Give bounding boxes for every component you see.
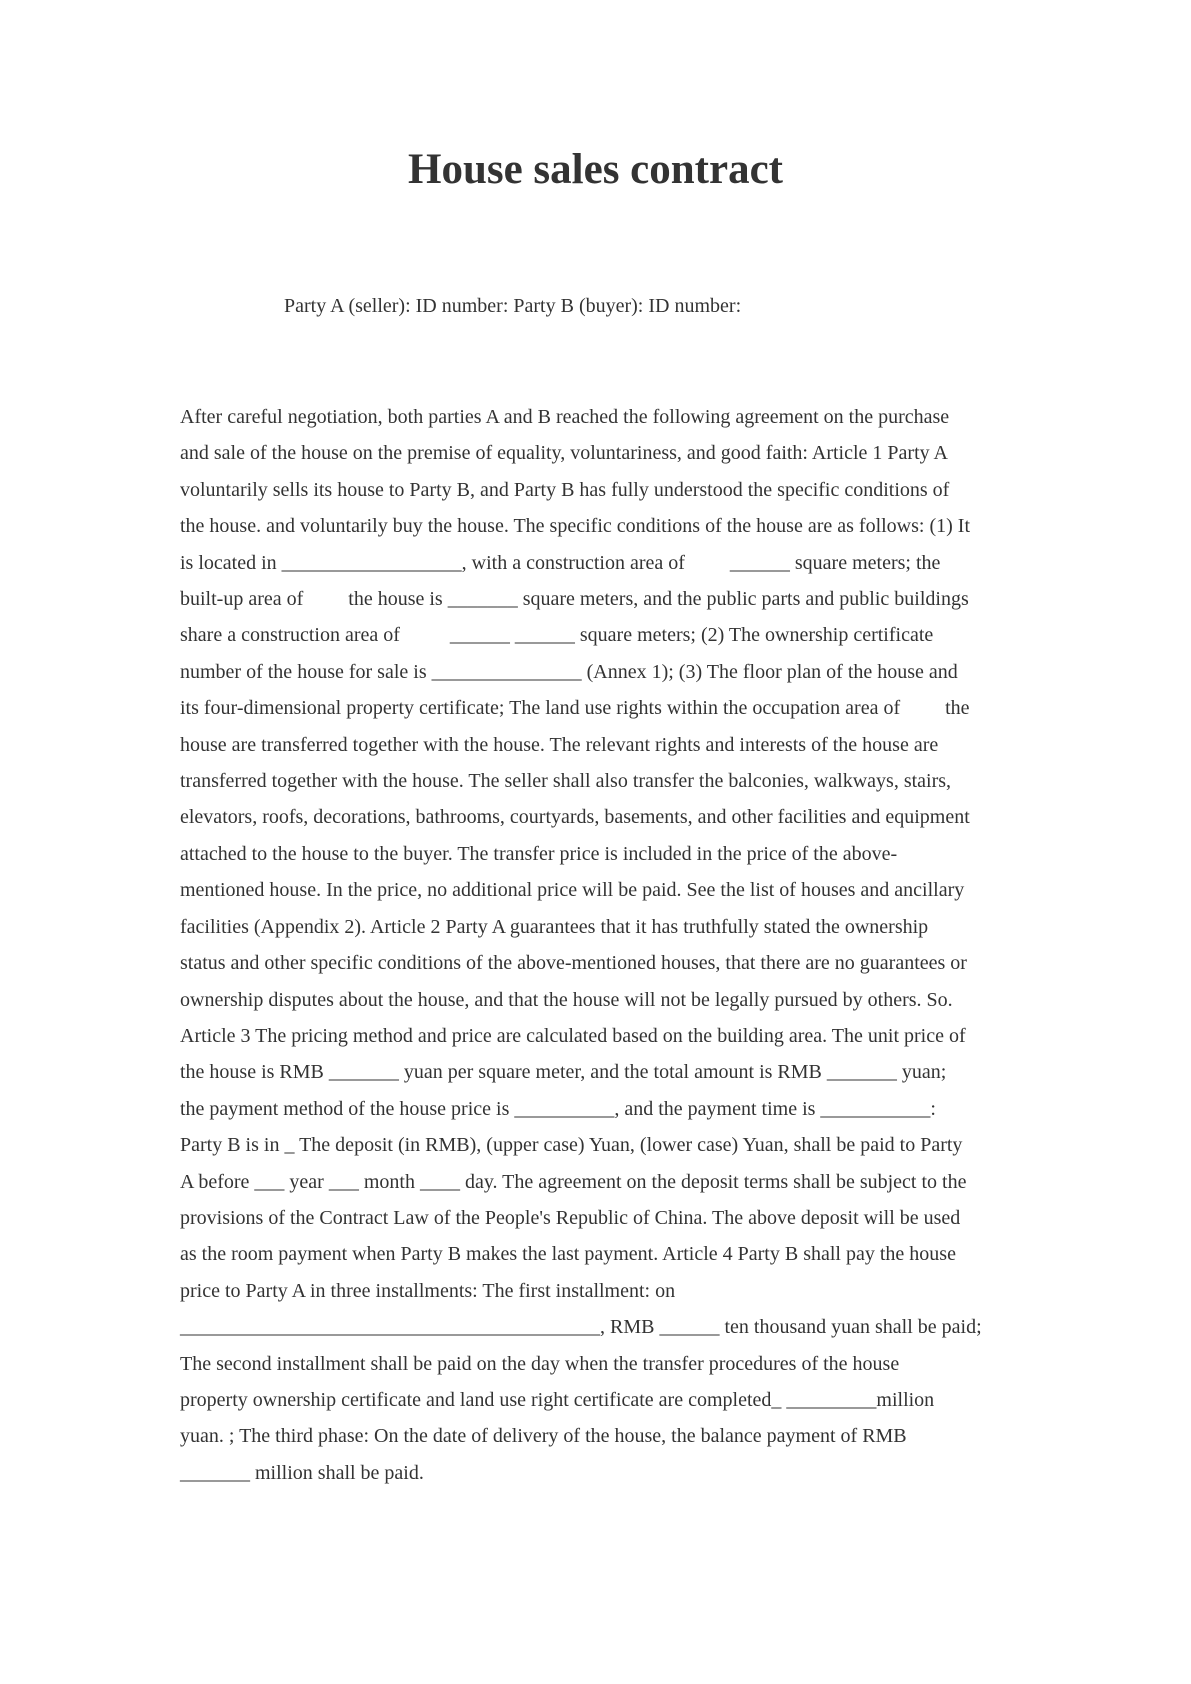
body-line: attached to the house to the buyer. The transfer price is included in the price of the above- — [180, 842, 898, 865]
parties-line: Party A (seller): ID number: Party B (buyer): ID number: — [284, 295, 742, 317]
body-line: as the room payment when Party B makes the last payment. Article 4 Party B shall pay the house — [180, 1243, 956, 1266]
document-title: House sales contract — [408, 146, 783, 193]
body-line: share a construction area of ______ ______ square meters; (2) The ownership certificate — [180, 624, 934, 647]
body-line: number of the house for sale is _______________ (Annex 1); (3) The floor plan of the house and — [180, 660, 958, 683]
body-line: the payment method of the house price is __________, and the payment time is ___________: — [180, 1097, 936, 1120]
body-line: __________________________________________, RMB ______ ten thousand yuan shall be paid; — [180, 1316, 982, 1339]
body-line: provisions of the Contract Law of the People's Republic of China. The above deposit will be used — [180, 1206, 961, 1229]
body-line: is located in __________________, with a construction area of ______ square meters; the — [180, 551, 941, 574]
body-line: voluntarily sells its house to Party B, and Party B has fully understood the specific conditions of — [180, 478, 950, 501]
body-line: _______ million shall be paid. — [180, 1461, 424, 1484]
body-line: transferred together with the house. The seller shall also transfer the balconies, walkways, stairs, — [180, 770, 952, 793]
body-line: the house. and voluntarily buy the house. The specific conditions of the house are as follows: (1) It — [180, 515, 970, 538]
body-line: yuan. ; The third phase: On the date of delivery of the house, the balance payment of RMB — [180, 1425, 907, 1448]
body-line: Article 3 The pricing method and price are calculated based on the building area. The unit price of — [180, 1024, 966, 1047]
body-line: its four-dimensional property certificate; The land use rights within the occupation area of the — [180, 697, 970, 720]
body-line: built-up area of the house is _______ square meters, and the public parts and public buildings — [180, 588, 969, 611]
body-line: mentioned house. In the price, no additional price will be paid. See the list of houses and ancillary — [180, 879, 965, 902]
body-line: elevators, roofs, decorations, bathrooms, courtyards, basements, and other facilities and equipment — [180, 806, 970, 829]
body-line: house are transferred together with the house. The relevant rights and interests of the house are — [180, 733, 939, 756]
body-line: ownership disputes about the house, and that the house will not be legally pursued by others. So. — [180, 988, 953, 1011]
body-line: the house is RMB _______ yuan per square meter, and the total amount is RMB _______ yuan; — [180, 1061, 947, 1084]
contract-body — [180, 399, 1020, 1491]
body-line: and sale of the house on the premise of equality, voluntariness, and good faith: Article 1 Party A — [180, 442, 948, 465]
body-line: property ownership certificate and land use right certificate are completed_ _________million — [180, 1388, 935, 1411]
body-line: The second installment shall be paid on the day when the transfer procedures of the house — [180, 1352, 900, 1375]
body-line: Party B is in _ The deposit (in RMB), (upper case) Yuan, (lower case) Yuan, shall be paid to Party — [180, 1134, 963, 1157]
body-line: price to Party A in three installments: The first installment: on — [180, 1279, 676, 1302]
body-line: After careful negotiation, both parties A and B reached the following agreement on the purchase — [180, 406, 950, 428]
body-line: A before ___ year ___ month ____ day. The agreement on the deposit terms shall be subject to the — [180, 1170, 967, 1193]
body-line: facilities (Appendix 2). Article 2 Party A guarantees that it has truthfully stated the ownership — [180, 915, 929, 938]
body-line: status and other specific conditions of the above-mentioned houses, that there are no guarantees or — [180, 952, 967, 975]
